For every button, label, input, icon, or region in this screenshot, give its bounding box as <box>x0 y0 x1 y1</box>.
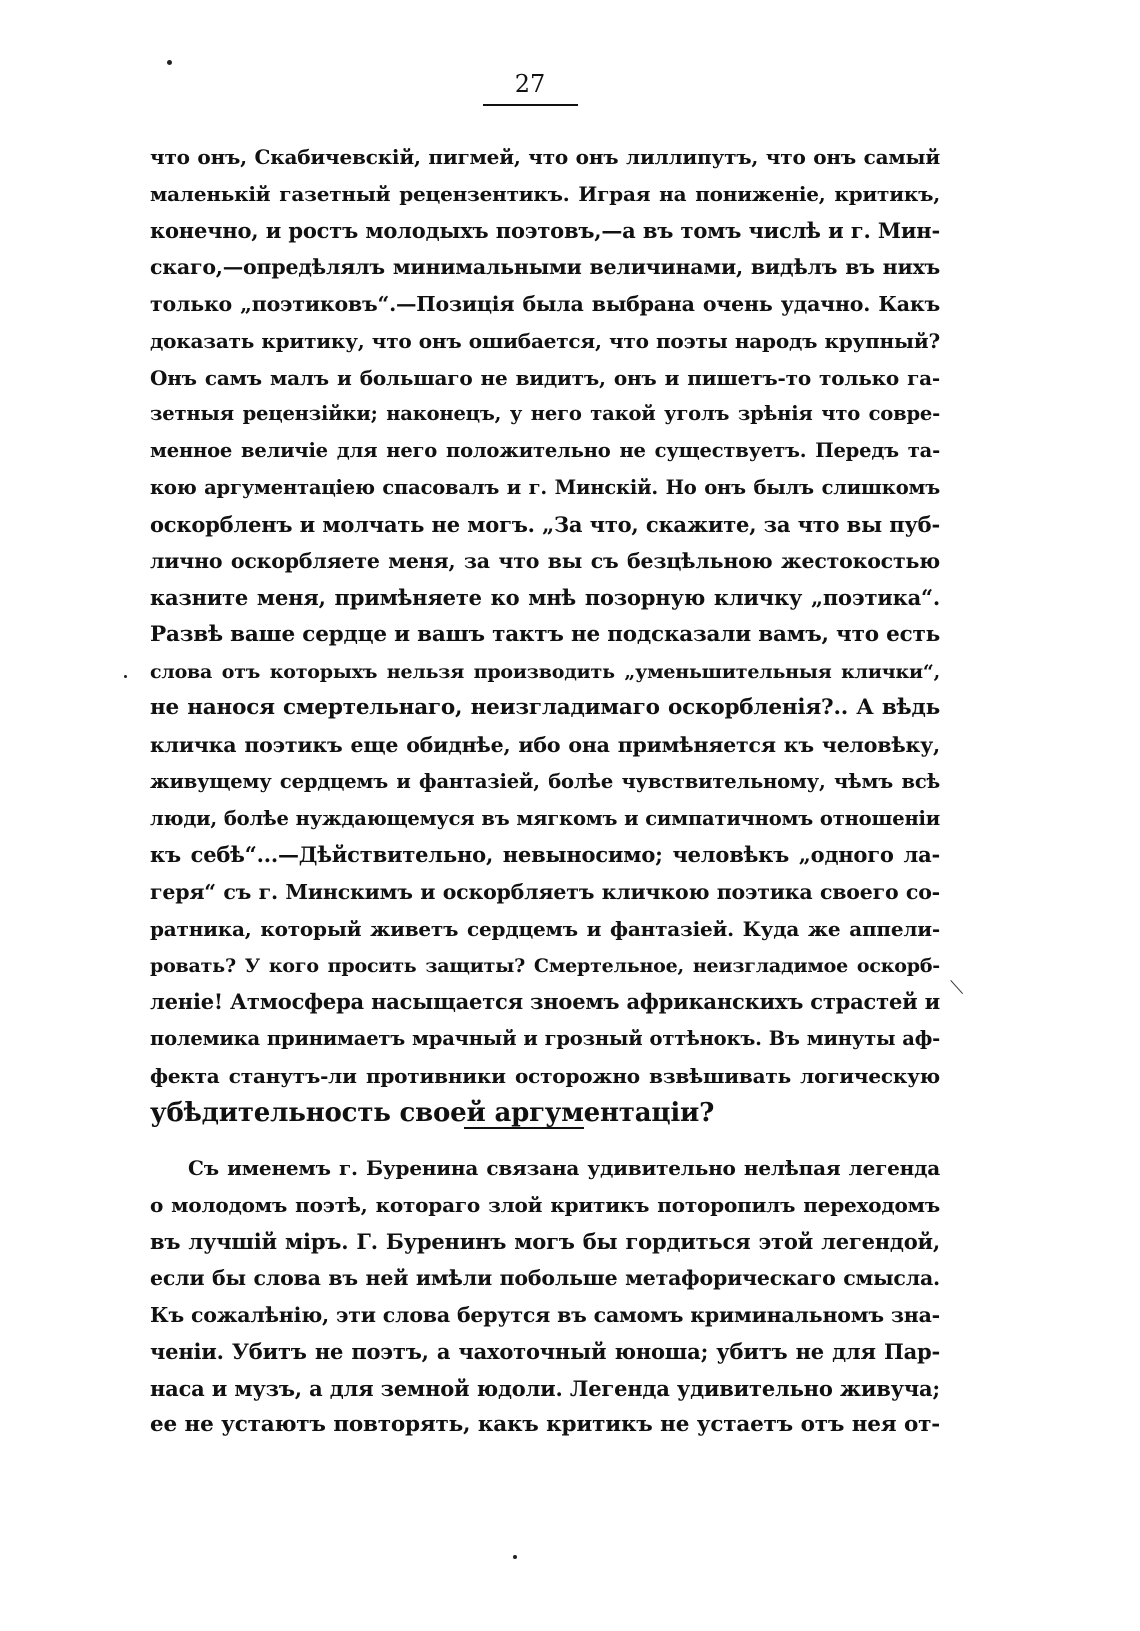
text-line: Онъ самъ малъ и большаго не видитъ, онъ и пишетъ-то только га- <box>150 365 940 390</box>
text-line: не нанося смертельнаго, неизгладимаго оскорбленія?.. А вѣдь <box>150 695 940 721</box>
page-number: 27 <box>514 70 546 98</box>
text-line: кою аргументаціею спасовалъ и г. Минскій. Но онъ былъ слишкомъ <box>150 475 940 499</box>
page-number-underline <box>483 104 578 106</box>
section-divider <box>464 1127 584 1129</box>
text-line: менное величіе для него положительно не существуетъ. Передъ та- <box>150 439 940 462</box>
text-line: фекта станутъ-ли противники осторожно взвѣшивать логическую <box>150 1063 940 1088</box>
text-line: ратника, который живетъ сердцемъ и фантазіей. Куда же аппели- <box>150 916 940 941</box>
text-line: кличка поэтикъ еще обиднѣе, ибо она примѣняется къ человѣку, <box>150 733 940 757</box>
text-line: только „поэтиковъ“.—Позиція была выбрана очень удачно. Какъ <box>150 292 940 316</box>
ink-speck <box>167 60 172 65</box>
text-line: слова отъ которыхъ нельзя производить „уменьшительныя клички“, <box>150 660 940 683</box>
text-line: полемика принимаетъ мрачный и грозный оттѣнокъ. Въ минуты аф- <box>150 1027 940 1050</box>
text-line: къ себѣ“...—Дѣйствительно, невыносимо; человѣкъ „одного ла- <box>150 842 940 868</box>
ink-speck <box>513 1555 517 1559</box>
ink-stroke-mark <box>950 980 963 994</box>
text-line: ровать? У кого просить защиты? Смертельное, неизгладимое оскорб- <box>150 954 940 977</box>
text-line: маленькій газетный рецензентикъ. Играя на пониженіе, критикъ, <box>150 181 940 206</box>
text-line: геря“ съ г. Минскимъ и оскорбляетъ кличкою поэтика своего со- <box>150 880 940 904</box>
text-line: казните меня, примѣняете ко мнѣ позорную кличку „поэтика“. <box>150 585 940 610</box>
text-line: ченіи. Убитъ не поэтъ, а чахоточный юноша; убитъ не для Пар- <box>150 1338 940 1364</box>
text-line: что онъ, Скабичевскій, пигмей, что онъ лиллипутъ, что онъ самый <box>150 145 940 169</box>
text-line: Къ сожалѣнію, эти слова берутся въ самомъ криминальномъ зна- <box>150 1303 940 1327</box>
text-line: Съ именемъ г. Буренина связана удивительно нелѣпая легенда <box>188 1156 940 1180</box>
text-line: убѣдительность своей аргументаціи? <box>150 1097 715 1128</box>
ink-speck <box>124 675 127 678</box>
text-line: живущему сердцемъ и фантазіей, болѣе чувствительному, чѣмъ всѣ <box>150 769 940 793</box>
text-line: если бы слова въ ней имѣли побольше метафорическаго смысла. <box>150 1266 940 1291</box>
text-line: зетныя рецензійки; наконецъ, у него такой уголъ зрѣнія что совре- <box>150 402 940 426</box>
text-line: лично оскорбляете меня, за что вы съ безцѣльною жестокостью <box>150 549 940 574</box>
text-line: оскорбленъ и молчать не могъ. „За что, скажите, за что вы пуб- <box>150 511 940 537</box>
text-line: наса и музъ, а для земной юдоли. Легенда удивительно живуча; <box>150 1375 940 1401</box>
text-line: ее не устаютъ повторять, какъ критикъ не устаетъ отъ нея от- <box>150 1412 940 1438</box>
text-line: конечно, и ростъ молодыхъ поэтовъ,—а въ томъ числѣ и г. Мин- <box>150 217 940 243</box>
paragraph-1 <box>150 139 940 1131</box>
text-line: въ лучшій міръ. Г. Буренинъ могъ бы гордиться этой легендой, <box>150 1228 940 1254</box>
text-line: люди, болѣе нуждающемуся въ мягкомъ и симпатичномъ отношеніи <box>150 806 940 830</box>
text-line: Развѣ ваше сердце и вашъ тактъ не подсказали вамъ, что есть <box>150 621 940 647</box>
text-line: леніе! Атмосфера насыщается зноемъ африканскихъ страстей и <box>150 989 940 1015</box>
text-line: о молодомъ поэтѣ, котораго злой критикъ поторопилъ переходомъ <box>150 1192 940 1217</box>
text-line: доказать критику, что онъ ошибается, что поэты народъ крупный? <box>150 328 940 353</box>
paragraph-2 <box>150 1150 940 1444</box>
text-line: скаго,—опредѣлялъ минимальными величинами, видѣлъ въ нихъ <box>150 255 940 280</box>
